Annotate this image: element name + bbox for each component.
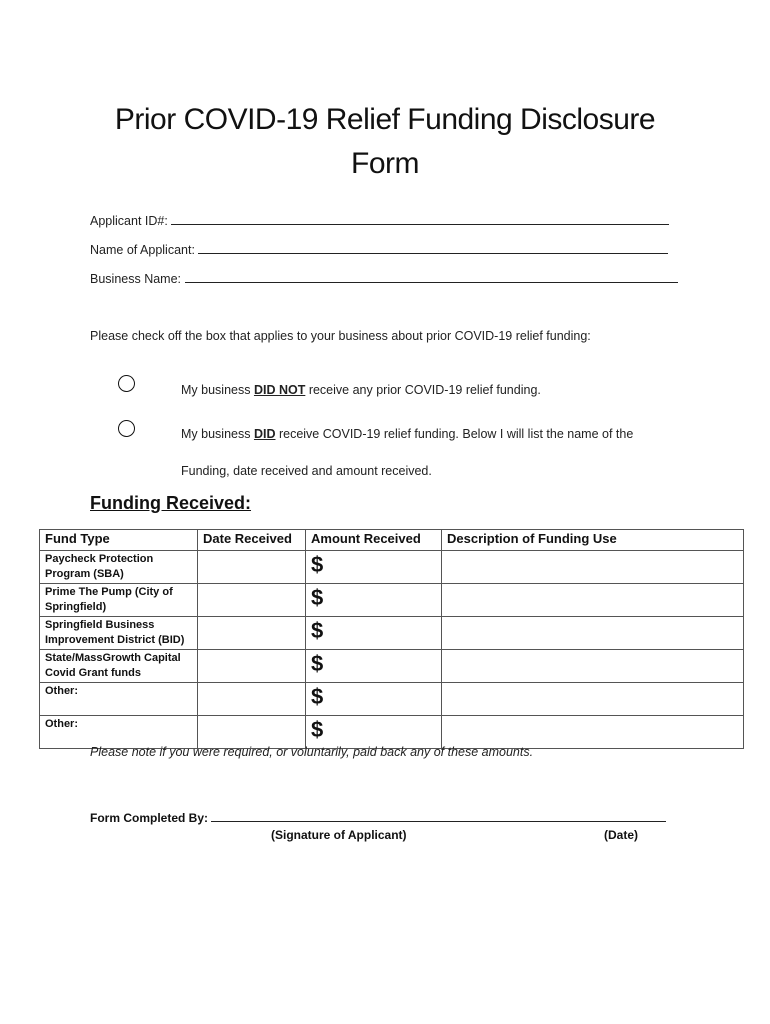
date-received-cell[interactable] (198, 551, 306, 584)
table-row (40, 683, 744, 716)
did-not-receive-option (181, 383, 541, 397)
amount-cell[interactable]: $ (306, 551, 442, 584)
header-date-received: Date Received (198, 530, 306, 551)
description-cell[interactable] (442, 716, 744, 749)
date-label: (Date) (604, 828, 639, 842)
applicant-id-label: Applicant ID#: (90, 214, 168, 228)
payback-note: Please note if you were required, or voluntarily, paid back any of these amounts. (90, 745, 534, 759)
applicant-name-label: Name of Applicant: (90, 243, 195, 257)
description-cell[interactable] (442, 551, 744, 584)
amount-cell[interactable]: $ (306, 716, 442, 749)
signature-line[interactable] (211, 810, 666, 822)
amount-cell[interactable]: $ (306, 617, 442, 650)
description-cell[interactable] (442, 617, 744, 650)
form-title-line2: Form (351, 147, 419, 180)
table-row (40, 650, 744, 683)
table-row (40, 617, 744, 650)
table-row (40, 551, 744, 584)
business-name-line[interactable] (185, 270, 678, 283)
did-not-text-pre: My business (181, 383, 254, 397)
funding-received-heading: Funding Received: (90, 493, 252, 513)
date-received-cell[interactable] (198, 683, 306, 716)
table-row (40, 716, 744, 749)
instruction-text: Please check off the box that applies to your business about prior COVID-19 relief funding: (90, 329, 591, 343)
fund-type-cell: Paycheck Protection Program (SBA) (40, 551, 198, 584)
did-not-emphasis: DID NOT (253, 383, 306, 397)
amount-cell[interactable]: $ (306, 683, 442, 716)
did-text-pre: My business (181, 427, 254, 441)
description-cell[interactable] (442, 683, 744, 716)
date-received-cell[interactable] (198, 584, 306, 617)
amount-cell[interactable]: $ (306, 650, 442, 683)
signature-label: (Signature of Applicant) (271, 828, 407, 842)
funding-table-header (40, 530, 744, 551)
did-not-receive-radio[interactable] (118, 375, 135, 392)
completed-by-label: Form Completed By: (90, 811, 209, 825)
fund-type-cell: State/MassGrowth Capital Covid Grant funds (40, 650, 198, 683)
applicant-id-field[interactable] (90, 212, 669, 228)
form-completed-by[interactable] (90, 810, 666, 825)
applicant-name-line[interactable] (198, 241, 668, 254)
fund-type-cell: Other: (40, 716, 198, 749)
applicant-id-line[interactable] (171, 212, 669, 225)
did-emphasis: DID (253, 427, 276, 441)
did-text-post: receive COVID-19 relief funding. Below I will list the name of the (275, 427, 634, 441)
business-name-label: Business Name: (90, 272, 182, 286)
fund-type-cell: Springfield Business Improvement District (BID) (40, 617, 198, 650)
form-title-line1: Prior COVID-19 Relief Funding Disclosure (114, 103, 656, 136)
header-description: Description of Funding Use (442, 530, 744, 551)
form-title (0, 98, 770, 186)
did-receive-radio[interactable] (118, 420, 135, 437)
applicant-name-field[interactable] (90, 241, 668, 257)
header-fund-type: Fund Type (40, 530, 198, 551)
fund-type-cell: Other: (40, 683, 198, 716)
date-received-cell[interactable] (198, 716, 306, 749)
funding-table (39, 529, 744, 749)
did-receive-option (181, 427, 633, 441)
fund-type-cell: Prime The Pump (City of Springfield) (40, 584, 198, 617)
did-receive-option-line2: Funding, date received and amount received. (181, 464, 432, 478)
date-received-cell[interactable] (198, 650, 306, 683)
business-name-field[interactable] (90, 270, 678, 286)
description-cell[interactable] (442, 650, 744, 683)
date-received-cell[interactable] (198, 617, 306, 650)
did-not-text-post: receive any prior COVID-19 relief funding. (305, 383, 541, 397)
table-row (40, 584, 744, 617)
header-amount-received: Amount Received (306, 530, 442, 551)
amount-cell[interactable]: $ (306, 584, 442, 617)
description-cell[interactable] (442, 584, 744, 617)
